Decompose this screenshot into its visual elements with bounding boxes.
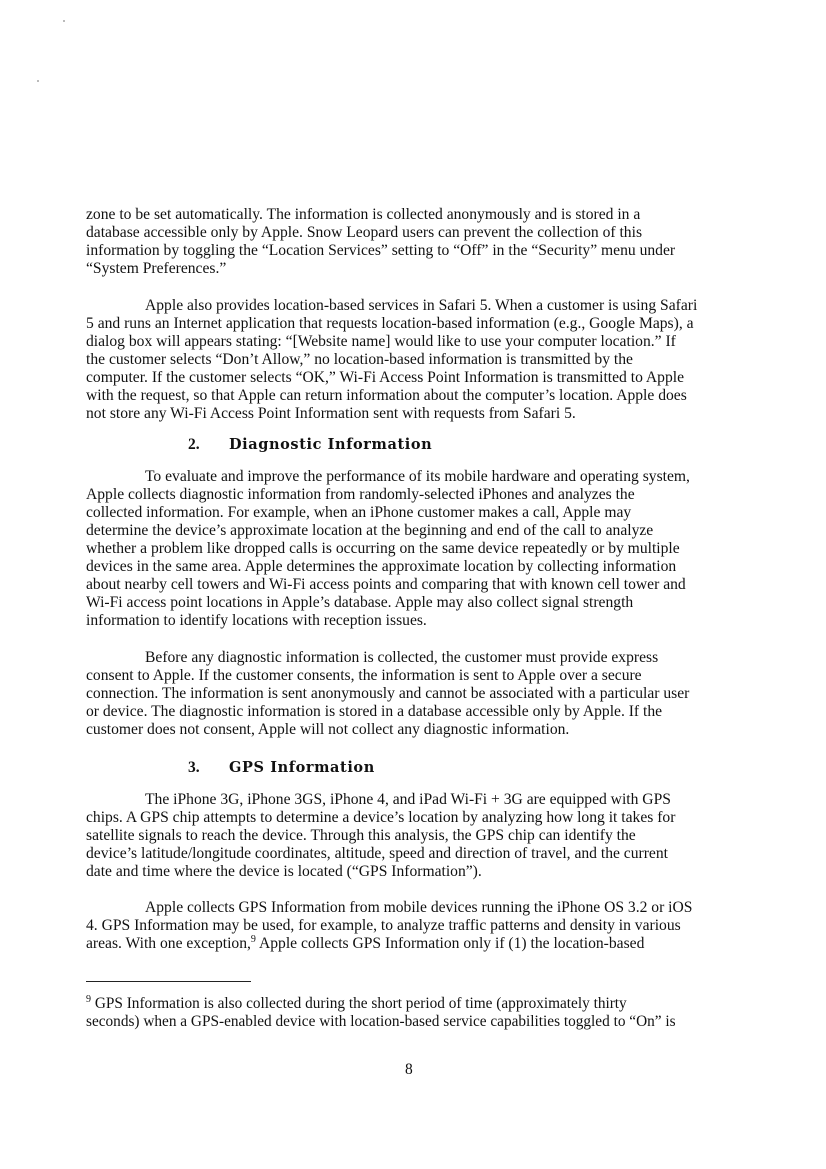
text-line: To evaluate and improve the performance of its mobile hardware and operating system, bbox=[145, 468, 690, 485]
text-line: chips. A GPS chip attempts to determine a device’s location by analyzing how long it takes for bbox=[86, 809, 676, 826]
text-line: about nearby cell towers and Wi-Fi access points and comparing that with known cell tower and bbox=[86, 576, 686, 593]
text-line: customer does not consent, Apple will not collect any diagnostic information. bbox=[86, 721, 570, 738]
paragraph-safari bbox=[86, 297, 756, 423]
section-title: Diagnostic Information bbox=[229, 436, 433, 453]
text-line: 5 and runs an Internet application that requests location-based information (e.g., Google Maps), a bbox=[86, 315, 694, 332]
text-line: connection. The information is sent anonymously and cannot be associated with a particular user bbox=[86, 685, 690, 702]
text-line: Apple collects GPS Information from mobile devices running the iPhone OS 3.2 or iOS bbox=[145, 899, 693, 916]
text-line: seconds) when a GPS-enabled device with location-based service capabilities toggled to “On” is bbox=[86, 1013, 676, 1030]
text-line: 4. GPS Information may be used, for example, to analyze traffic patterns and density in various bbox=[86, 917, 681, 934]
text-line: Apple collects diagnostic information from randomly-selected iPhones and analyzes the bbox=[86, 486, 635, 503]
text-line: consent to Apple. If the customer consents, the information is sent to Apple over a secure bbox=[86, 667, 642, 684]
section-heading-gps bbox=[188, 759, 375, 777]
text-line: computer. If the customer selects “OK,” Wi-Fi Access Point Information is transmitted to Apple bbox=[86, 369, 685, 386]
text-segment: GPS Information is also collected during the short period of time (approximately thirty bbox=[91, 995, 627, 1012]
paragraph-gps-chips bbox=[86, 791, 756, 881]
footnote bbox=[86, 995, 756, 1031]
text-segment: areas. With one exception, bbox=[86, 935, 251, 952]
text-segment: Apple collects GPS Information only if (1) the location-based bbox=[255, 935, 645, 952]
text-line: the customer selects “Don’t Allow,” no location-based information is transmitted by the bbox=[86, 351, 633, 368]
footnote-reference: 9 bbox=[250, 933, 256, 945]
text-line: The iPhone 3G, iPhone 3GS, iPhone 4, and iPad Wi-Fi + 3G are equipped with GPS bbox=[145, 791, 671, 808]
text-line: satellite signals to reach the device. Through this analysis, the GPS chip can identify the bbox=[86, 827, 636, 844]
text-line: Wi-Fi access point locations in Apple’s database. Apple may also collect signal strength bbox=[86, 594, 634, 611]
text-line bbox=[86, 995, 756, 1013]
text-line: date and time where the device is located (“GPS Information”). bbox=[86, 863, 482, 880]
footnote-divider bbox=[86, 981, 251, 982]
section-number: 3. bbox=[188, 759, 200, 776]
text-line: devices in the same area. Apple determines the approximate location by collecting information bbox=[86, 558, 677, 575]
text-line: determine the device’s approximate location at the beginning and end of the call to analyze bbox=[86, 522, 654, 539]
scan-speck bbox=[37, 80, 39, 82]
text-line: information by toggling the “Location Services” setting to “Off” in the “Security” menu under bbox=[86, 242, 676, 259]
paragraph-diagnostic bbox=[86, 468, 756, 630]
text-line: Apple also provides location-based services in Safari 5. When a customer is using Safari bbox=[145, 297, 698, 314]
section-number: 2. bbox=[188, 436, 200, 453]
text-line: “System Preferences.” bbox=[86, 260, 227, 277]
text-line: dialog box will appears stating: “[Website name] would like to use your computer location.” If bbox=[86, 333, 676, 350]
text-line: information to identify locations with reception issues. bbox=[86, 612, 427, 629]
paragraph-consent bbox=[86, 649, 756, 739]
text-line: not store any Wi-Fi Access Point Information sent with requests from Safari 5. bbox=[86, 405, 576, 422]
paragraph-location-services bbox=[86, 206, 756, 278]
text-line: with the request, so that Apple can return information about the computer’s location. Apple does bbox=[86, 387, 687, 404]
text-line: or device. The diagnostic information is stored in a database accessible only by Apple. If the bbox=[86, 703, 663, 720]
section-heading-diagnostic bbox=[188, 436, 432, 454]
section-title: GPS Information bbox=[229, 759, 375, 776]
page-number: 8 bbox=[405, 1061, 413, 1078]
text-line: database accessible only by Apple. Snow Leopard users can prevent the collection of this bbox=[86, 224, 643, 241]
text-line: collected information. For example, when an iPhone customer makes a call, Apple may bbox=[86, 504, 632, 521]
paragraph-gps-collection bbox=[86, 899, 756, 953]
scan-speck bbox=[63, 20, 65, 22]
text-line: device’s latitude/longitude coordinates, altitude, speed and direction of travel, and the current bbox=[86, 845, 668, 862]
footnote-marker: 9 bbox=[86, 993, 91, 1005]
text-line bbox=[86, 935, 756, 953]
text-line: Before any diagnostic information is collected, the customer must provide express bbox=[145, 649, 659, 666]
text-line: whether a problem like dropped calls is occurring on the same device repeatedly or by multiple bbox=[86, 540, 680, 557]
text-line: zone to be set automatically. The information is collected anonymously and is stored in a bbox=[86, 206, 641, 223]
